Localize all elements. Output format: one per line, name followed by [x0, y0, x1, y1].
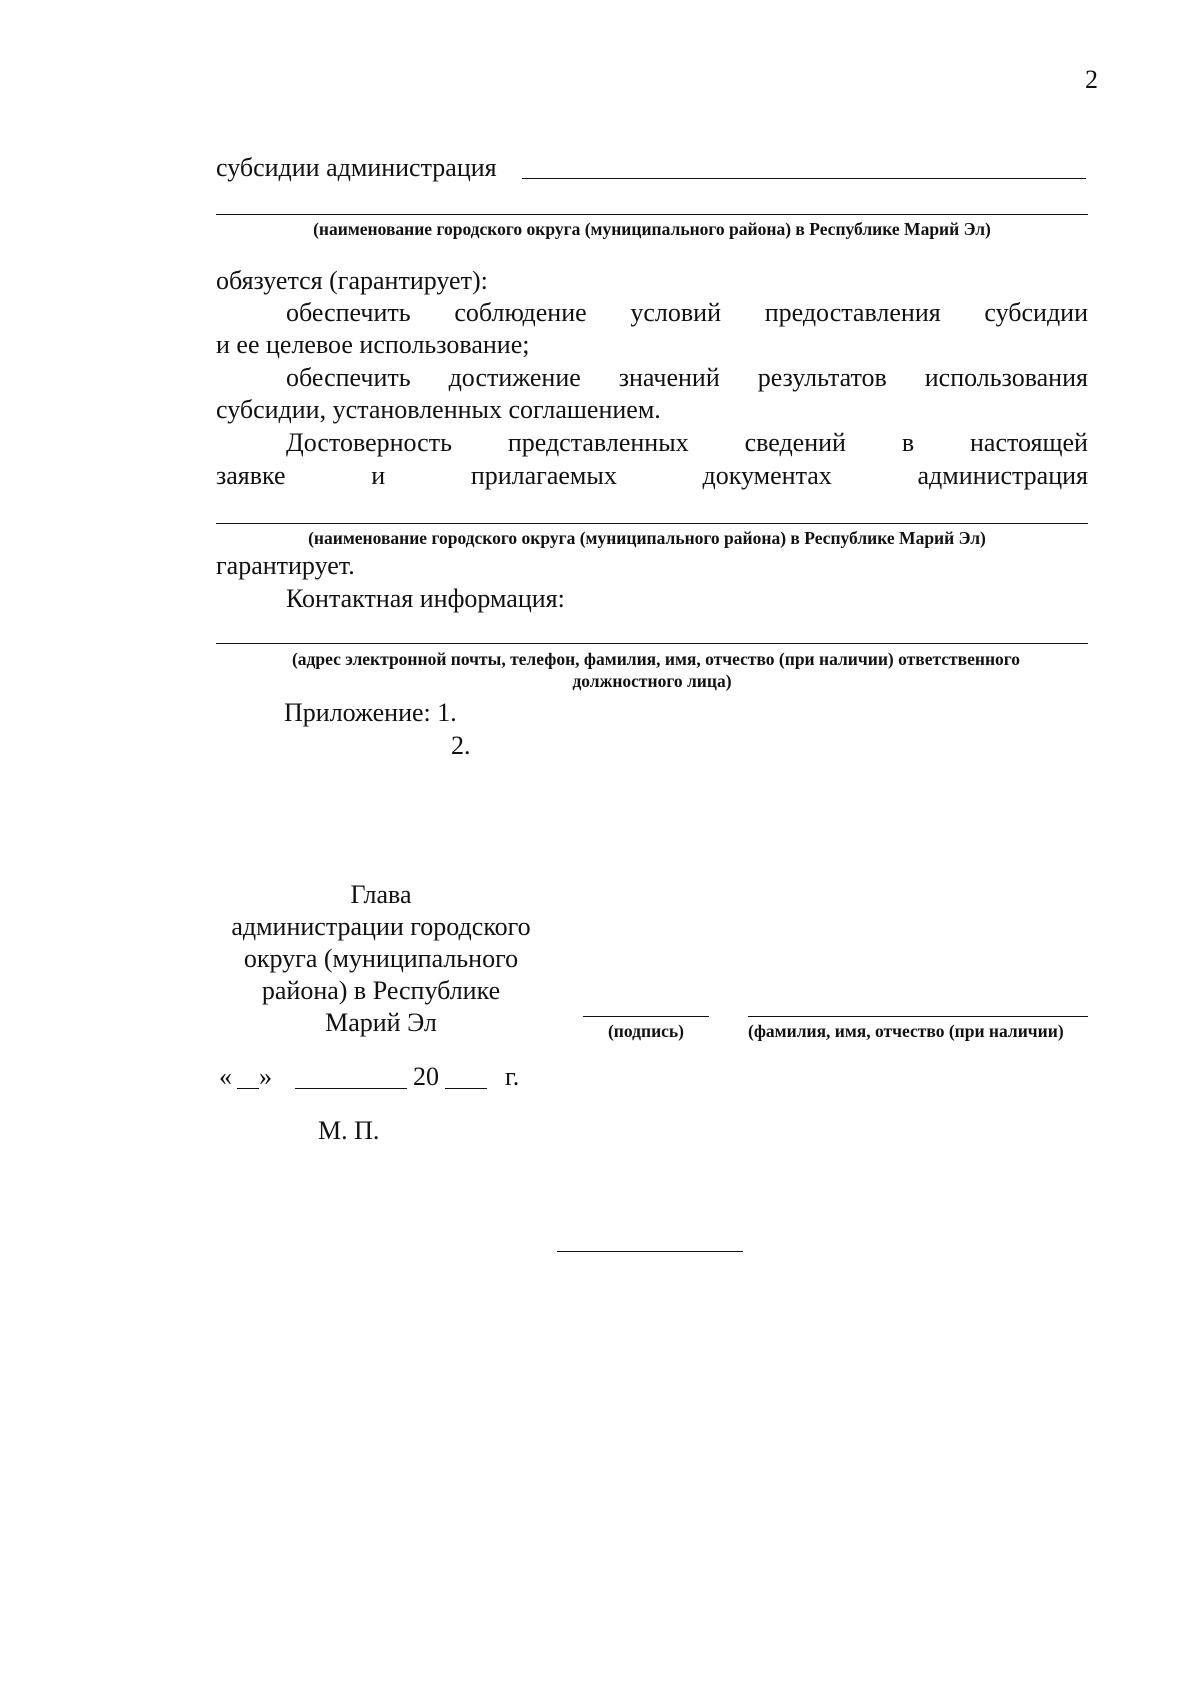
word: обеспечить — [286, 363, 411, 392]
word: условий — [630, 298, 722, 327]
date-suffix: г. — [505, 1062, 520, 1091]
appendix-item-2: 2. — [451, 731, 471, 760]
word: обеспечить — [286, 298, 411, 327]
obligates-text: обязуется (гарантирует): — [216, 266, 488, 295]
word: в — [901, 428, 915, 457]
fill-line — [522, 178, 1086, 179]
reliability-continuation — [216, 460, 1088, 492]
word: использования — [924, 363, 1088, 392]
item2-continuation: субсидии, установленных соглашением. — [216, 395, 661, 424]
signatory-title-line: администрации городского — [231, 912, 531, 941]
date-quote-close: » — [259, 1062, 272, 1091]
word: настоящей — [970, 428, 1088, 457]
date-year-prefix: 20 — [413, 1062, 439, 1091]
word: заявке — [216, 461, 286, 490]
date-year-line — [445, 1088, 487, 1089]
word: предоставления — [764, 298, 941, 327]
reliability-line — [286, 427, 1088, 459]
name-line — [748, 1016, 1088, 1017]
signatory-title-line: округа (муниципального — [243, 944, 519, 973]
subsidy-line-text: субсидии администрация — [216, 153, 497, 182]
contact-label: Контактная информация: — [286, 584, 565, 613]
signatory-title-line: района) в Республике — [261, 976, 501, 1005]
word: представленных — [507, 428, 689, 457]
word: администрация — [917, 461, 1088, 490]
signature-caption: (подпись) — [607, 1021, 685, 1041]
page-number: 2 — [1085, 65, 1098, 94]
fill-line — [216, 523, 1088, 524]
signatory-title-line: Глава — [350, 880, 412, 909]
word: прилагаемых — [470, 461, 617, 490]
caption-contact: (адрес электронной почты, телефон, фамилия, имя, отчество (при наличии) ответственного — [291, 649, 1021, 669]
name-caption: (фамилия, имя, отчество (при наличии) — [748, 1021, 1064, 1041]
item1-continuation: и ее целевое использование; — [216, 330, 530, 359]
date-day-line — [237, 1088, 259, 1089]
item1-line — [286, 297, 1088, 329]
word: документах — [702, 461, 832, 490]
signature-line — [583, 1016, 709, 1017]
signatory-title-line: Марий Эл — [325, 1008, 437, 1037]
word: и — [371, 461, 386, 490]
item2-line — [286, 362, 1088, 394]
appendix-label: Приложение: 1. — [284, 698, 457, 727]
signatory-title — [216, 879, 546, 1039]
caption-contact-continuation: должностного лица) — [572, 671, 732, 691]
caption-municipality: (наименование городского округа (муниципального района) в Республике Марий Эл) — [308, 528, 986, 548]
word: результатов — [757, 363, 887, 392]
guarantees-text: гарантирует. — [216, 551, 355, 580]
word: значений — [618, 363, 720, 392]
fill-line — [216, 643, 1088, 644]
fill-line — [216, 214, 1088, 215]
word: достижение — [448, 363, 581, 392]
stamp-place: М. П. — [318, 1116, 380, 1145]
date-quote-open: « — [219, 1062, 232, 1091]
date-month-line — [295, 1088, 407, 1089]
word: соблюдение — [454, 298, 587, 327]
word: Достоверность — [286, 428, 452, 457]
word: сведений — [744, 428, 846, 457]
caption-municipality: (наименование городского округа (муниципального района) в Республике Марий Эл) — [313, 219, 991, 239]
word: субсидии — [984, 298, 1088, 327]
closing-separator — [557, 1251, 743, 1252]
